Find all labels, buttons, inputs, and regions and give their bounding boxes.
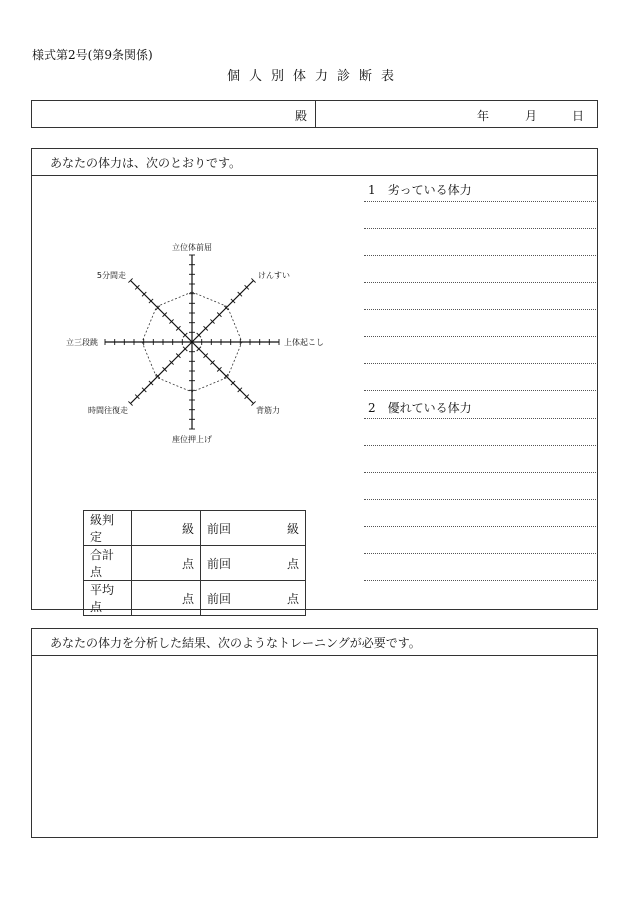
strong-line[interactable]	[364, 526, 596, 527]
year-label: 年	[477, 109, 490, 123]
radar-axis-label: 立三段跳	[66, 338, 98, 347]
previous-cell[interactable]	[201, 581, 306, 616]
weak-fitness-title: 1 劣っている体力	[368, 183, 472, 197]
strong-line[interactable]	[364, 445, 596, 446]
value-cell[interactable]	[132, 546, 201, 581]
row-label: 級判定	[84, 511, 132, 546]
radar-axis-label: 背筋力	[256, 406, 280, 415]
score-table	[83, 510, 306, 616]
weak-line[interactable]	[364, 228, 596, 229]
previous-cell[interactable]	[201, 511, 306, 546]
value-cell[interactable]	[132, 511, 201, 546]
strong-line[interactable]	[364, 418, 596, 419]
weak-line[interactable]	[364, 255, 596, 256]
value-cell[interactable]	[132, 581, 201, 616]
radar-axis-label: 座位押上げ	[172, 435, 212, 444]
weak-line[interactable]	[364, 282, 596, 283]
unit-label: 級	[181, 521, 194, 536]
training-section	[31, 628, 598, 838]
table-row	[84, 581, 306, 616]
row-label: 平均点	[84, 581, 132, 616]
unit-label: 点	[181, 556, 194, 571]
strong-line[interactable]	[364, 499, 596, 500]
unit-label: 級	[286, 521, 299, 536]
previous-label: 前回	[207, 556, 232, 571]
month-label: 月	[525, 109, 538, 123]
form-number: 様式第2号(第9条関係)	[32, 48, 153, 62]
radar-axis-label: 5分間走	[96, 271, 126, 280]
table-row	[84, 511, 306, 546]
weak-line[interactable]	[364, 309, 596, 310]
weak-line[interactable]	[364, 201, 596, 202]
radar-axis-label: 上体起こし	[284, 338, 324, 347]
page-title: 個人別体力診断表	[226, 69, 403, 84]
radar-axis-label: けんすい	[258, 271, 290, 280]
previous-label: 前回	[207, 521, 232, 536]
radar-axis	[131, 281, 193, 343]
radar-axis	[192, 342, 254, 404]
weak-line[interactable]	[364, 363, 596, 364]
strong-line[interactable]	[364, 580, 596, 581]
strong-line[interactable]	[364, 553, 596, 554]
strong-line[interactable]	[364, 472, 596, 473]
unit-label: 点	[181, 591, 194, 606]
day-label: 日	[572, 109, 585, 123]
radar-axis	[192, 281, 254, 343]
training-header	[32, 629, 597, 656]
radar-axis	[131, 342, 193, 404]
training-heading: あなたの体力を分析した結果、次のようなトレーニングが必要です。	[50, 636, 421, 650]
weak-line[interactable]	[364, 336, 596, 337]
dono-label: 殿	[294, 109, 307, 123]
section-heading: あなたの体力は、次のとおりです。	[50, 156, 242, 170]
weak-line[interactable]	[364, 390, 596, 391]
previous-label: 前回	[207, 591, 232, 606]
radar-axis-label: 立位体前屈	[172, 243, 212, 252]
previous-cell[interactable]	[201, 546, 306, 581]
radar-axis-label: 時間往復走	[88, 406, 128, 415]
unit-label: 点	[286, 591, 299, 606]
strong-fitness-title: 2 優れている体力	[368, 401, 472, 415]
unit-label: 点	[286, 556, 299, 571]
row-label: 合計点	[84, 546, 132, 581]
table-row	[84, 546, 306, 581]
